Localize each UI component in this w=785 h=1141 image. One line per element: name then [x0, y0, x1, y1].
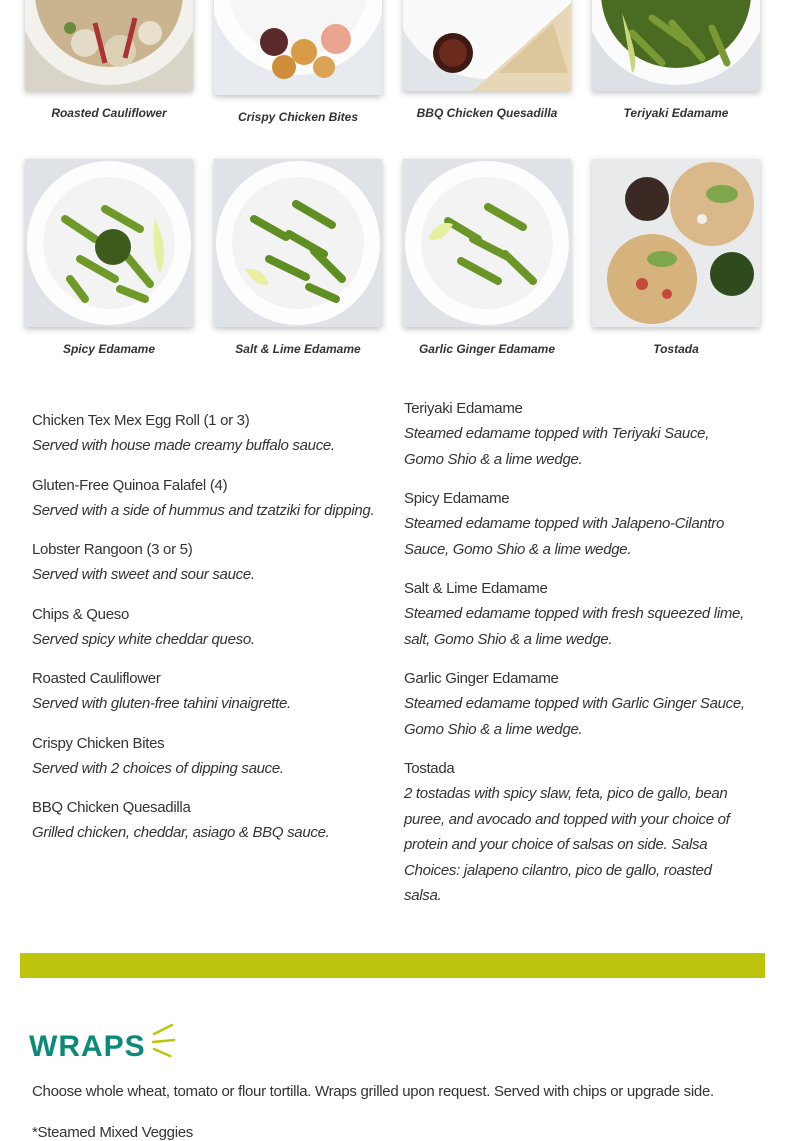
tostada-photo[interactable]: [592, 159, 760, 327]
menu-item-name: Garlic Ginger Edamame: [404, 670, 559, 687]
sunburst-icon: [148, 1020, 178, 1062]
menu-item-name: Teriyaki Edamame: [404, 400, 523, 417]
gallery-tile-garlic-ginger-edamame[interactable]: [403, 159, 571, 356]
wraps-first-item: *Steamed Mixed Veggies: [32, 1124, 194, 1141]
menu-item-desc: Steamed edamame topped with fresh squeezed lime, salt, Gomo Shio & a lime wedge.: [404, 605, 744, 648]
garlic-ginger-edamame-photo[interactable]: [403, 159, 571, 327]
menu-item-desc: 2 tostadas with spicy slaw, feta, pico de gallo, bean puree, and avocado and topped with your choice of protein and your choice of salsas on side. Salsa Choices: jalapeno cilantro, pico de gallo, roasted salsa.: [404, 785, 730, 904]
menu-item: [32, 731, 377, 782]
caption-tostada: Tostada: [653, 342, 699, 356]
menu-right-column: [404, 396, 749, 923]
caption-salt-lime-edamame: Salt & Lime Edamame: [235, 342, 361, 356]
gallery-tile-crispy-chicken-bites[interactable]: [214, 0, 382, 124]
menu-item: [404, 576, 749, 652]
menu-item-name: Chicken Tex Mex Egg Roll (1 or 3): [32, 412, 250, 429]
menu-item-name: Chips & Queso: [32, 605, 129, 623]
caption-spicy-edamame: Spicy Edamame: [62, 342, 156, 356]
menu-item-desc: Steamed edamame topped with Jalapeno-Cilantro Sauce, Gomo Shio & a lime wedge.: [404, 515, 725, 558]
menu-item-desc: Served spicy white cheddar queso.: [32, 630, 255, 648]
menu-item-name: Gluten-Free Quinoa Falafel (4): [32, 476, 228, 494]
gallery-tile-roasted-cauliflower[interactable]: [25, 0, 193, 120]
menu-item-desc: Served with a side of hummus and tzatziki for dipping.: [32, 501, 375, 519]
menu-item: [404, 486, 749, 562]
section-divider-bar: [20, 953, 765, 978]
menu-item-name: Tostada: [404, 760, 455, 777]
caption-crispy-chicken-bites: Crispy Chicken Bites: [237, 110, 359, 124]
spicy-edamame-photo[interactable]: [25, 159, 193, 327]
menu-item-desc: Served with gluten-free tahini vinaigrette.: [32, 695, 291, 712]
menu-item: [32, 666, 377, 717]
gallery-tile-tostada[interactable]: [592, 159, 760, 356]
caption-garlic-ginger-edamame: Garlic Ginger Edamame: [418, 342, 556, 356]
salt-lime-edamame-photo[interactable]: [214, 159, 382, 327]
teriyaki-edamame-photo[interactable]: [592, 0, 760, 91]
caption-roasted-cauliflower: Roasted Cauliflower: [51, 106, 167, 120]
menu-item-desc: Steamed edamame topped with Teriyaki Sauce, Gomo Shio & a lime wedge.: [404, 425, 710, 468]
menu-item: [32, 408, 377, 459]
menu-item-desc: Served with house made creamy buffalo sauce.: [32, 437, 335, 454]
menu-item: [32, 473, 377, 524]
caption-teriyaki-edamame: Teriyaki Edamame: [623, 106, 729, 120]
crispy-chicken-bites-photo[interactable]: [214, 0, 382, 95]
menu-item-name: Crispy Chicken Bites: [32, 734, 165, 752]
menu-item: [404, 756, 749, 909]
gallery-tile-teriyaki-edamame[interactable]: [592, 0, 760, 120]
wraps-intro: Choose whole wheat, tomato or flour tortilla. Wraps grilled upon request. Served with chips or upgrade side.: [32, 1083, 714, 1100]
menu-item: [32, 537, 377, 588]
menu-item-desc: Served with 2 choices of dipping sauce.: [32, 759, 284, 777]
menu-item-desc: Served with sweet and sour sauce.: [32, 566, 255, 583]
menu-item: [32, 602, 377, 653]
gallery-tile-bbq-chicken-quesadilla[interactable]: [403, 0, 571, 120]
caption-bbq-chicken-quesadilla: BBQ Chicken Quesadilla: [416, 106, 558, 120]
wraps-heading: WRAPS: [29, 1030, 146, 1063]
menu-item-name: Roasted Cauliflower: [32, 670, 161, 687]
bbq-chicken-quesadilla-photo[interactable]: [403, 0, 571, 91]
roasted-cauliflower-photo[interactable]: [25, 0, 193, 91]
menu-item: [404, 396, 749, 472]
menu-item-name: Salt & Lime Edamame: [404, 580, 548, 597]
menu-item-desc: Steamed edamame topped with Garlic Ginger Sauce, Gomo Shio & a lime wedge.: [404, 695, 745, 738]
menu-item-desc: Grilled chicken, cheddar, asiago & BBQ sauce.: [32, 824, 330, 841]
menu-item-name: BBQ Chicken Quesadilla: [32, 799, 191, 816]
gallery-tile-spicy-edamame[interactable]: [25, 159, 193, 356]
menu-left-column: [32, 408, 377, 860]
menu-item-name: Lobster Rangoon (3 or 5): [32, 541, 193, 558]
gallery-tile-salt-lime-edamame[interactable]: [214, 159, 382, 356]
menu-item: [404, 666, 749, 742]
menu-item: [32, 795, 377, 846]
menu-item-name: Spicy Edamame: [404, 490, 510, 507]
